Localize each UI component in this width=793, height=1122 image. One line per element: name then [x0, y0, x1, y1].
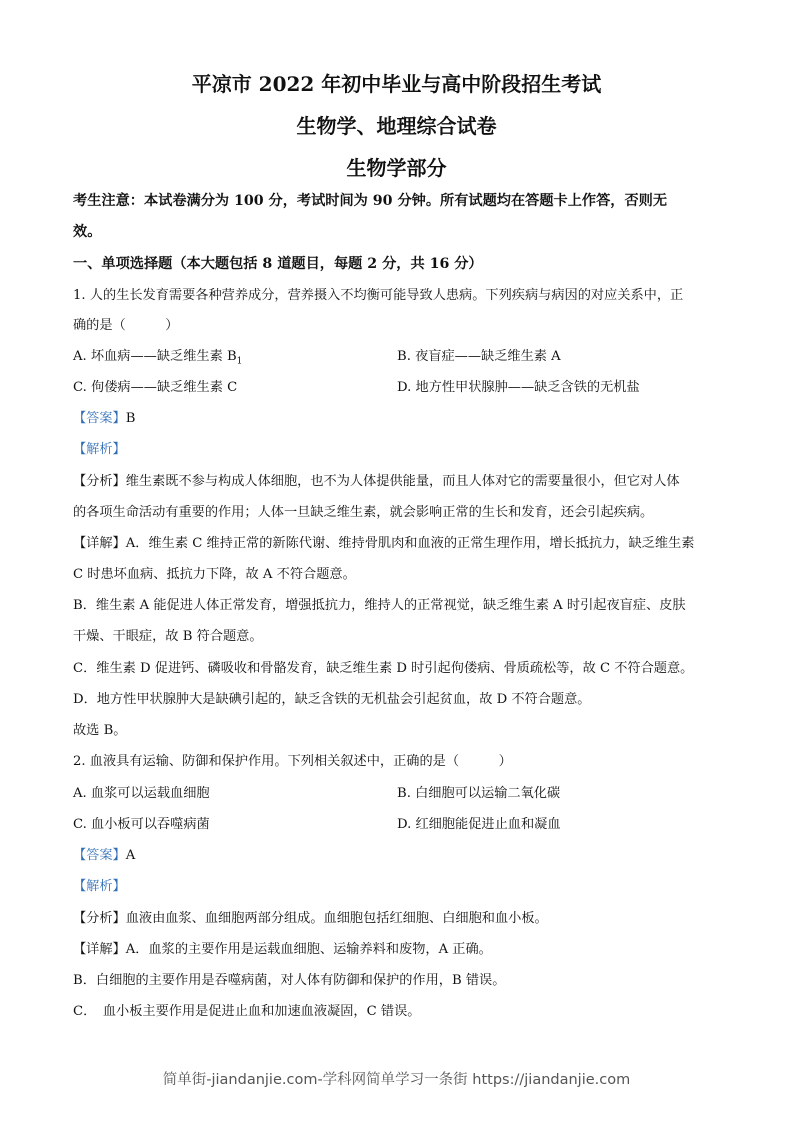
section-heading: 一、单项选择题（本大题包括 8 道题目，每题 2 分，共 16 分）	[73, 256, 483, 272]
q1-conclusion: 故选 B。	[73, 723, 127, 738]
q1-detail-a-line-1: 【详解】A．维生素 C 维持正常的新陈代谢、维持骨肌肉和血液的正常生理作用，增长抵抗力，缺乏维生素	[73, 536, 695, 551]
q1-detail-b-line-1: B．维生素 A 能促进人体正常发育，增强抵抗力，维持人的正常视觉，缺乏维生素 A 时引起夜盲症、皮肤	[73, 598, 686, 613]
q1-fenxi-line-2: 的各项生命活动有重要的作用；人体一旦缺乏维生素，就会影响正常的生长和发育，还会引起疾病。	[73, 505, 654, 520]
q2-option-a: A. 血浆可以运载血细胞	[73, 786, 210, 801]
q2-option-d: D. 红细胞能促进止血和凝血	[397, 817, 561, 832]
q2-option-c: C. 血小板可以吞噬病菌	[73, 817, 210, 832]
q2-detail-c: C． 血小板主要作用是促进止血和加速血液凝固，C 错误。	[73, 1004, 421, 1019]
q1-detail-b-line-2: 干燥、干眼症，故 B 符合题意。	[73, 629, 263, 644]
q1-stem-line-2: 确的是（ ）	[73, 318, 179, 333]
q1-analysis-tag: 【解析】	[73, 442, 126, 457]
q2-detail-a: 【详解】A．血浆的主要作用是运载血细胞、运输养料和废物，A 正确。	[73, 942, 492, 957]
q1-option-b: B. 夜盲症——缺乏维生素 A	[397, 349, 561, 364]
footer-watermark: 简单街-jiandanjie.com-学科网简单学习一条街 https://jiandanjie.com	[162, 1072, 631, 1088]
section-title: 生物学部分	[346, 156, 447, 180]
q2-answer: 【答案】A	[73, 848, 136, 863]
q2-option-b: B. 白细胞可以运输二氧化碳	[397, 786, 561, 801]
q2-fenxi: 【分析】血液由血浆、血细胞两部分组成。血细胞包括红细胞、白细胞和血小板。	[73, 911, 548, 926]
notice-line-1: 考生注意：本试卷满分为 100 分，考试时间为 90 分钟。所有试题均在答题卡上作答，否则无	[73, 193, 668, 209]
notice-line-2: 效。	[73, 224, 102, 240]
q2-detail-b: B．白细胞的主要作用是吞噬病菌，对人体有防御和保护的作用，B 错误。	[73, 973, 506, 988]
exam-title: 平凉市 2022 年初中毕业与高中阶段招生考试	[191, 72, 602, 96]
q1-detail-a-line-2: C 时患坏血病、抵抗力下降，故 A 不符合题意。	[73, 567, 356, 582]
q1-option-a: A. 坏血病——缺乏维生素 $B_1$	[73, 349, 243, 367]
q1-option-d: D. 地方性甲状腺肿——缺乏含铁的无机盐	[397, 380, 640, 395]
q1-option-c: C. 佝偻病——缺乏维生素 C	[73, 380, 238, 395]
q1-detail-d: D．地方性甲状腺肿大是缺碘引起的，缺乏含铁的无机盐会引起贫血，故 D 不符合题意。	[73, 692, 591, 707]
q1-stem-line-1: 1. 人的生长发育需要各种营养成分，营养摄入不均衡可能导致人患病。下列疾病与病因的对应关系中，正	[73, 288, 684, 303]
q1-detail-c: C．维生素 D 促进钙、磷吸收和骨骼发育，缺乏维生素 D 时引起佝偻病、骨质疏松等，故 C 不符合题意。	[73, 661, 694, 676]
exam-subtitle: 生物学、地理综合试卷	[296, 114, 497, 138]
q1-fenxi-line-1: 【分析】维生素既不参与构成人体细胞，也不为人体提供能量，而且人体对它的需要量很小，但它对人体	[73, 474, 680, 489]
q2-analysis-tag: 【解析】	[73, 879, 126, 894]
q1-answer: 【答案】B	[73, 411, 136, 426]
q2-stem: 2. 血液具有运输、防御和保护作用。下列相关叙述中，正确的是（ ）	[73, 754, 512, 769]
